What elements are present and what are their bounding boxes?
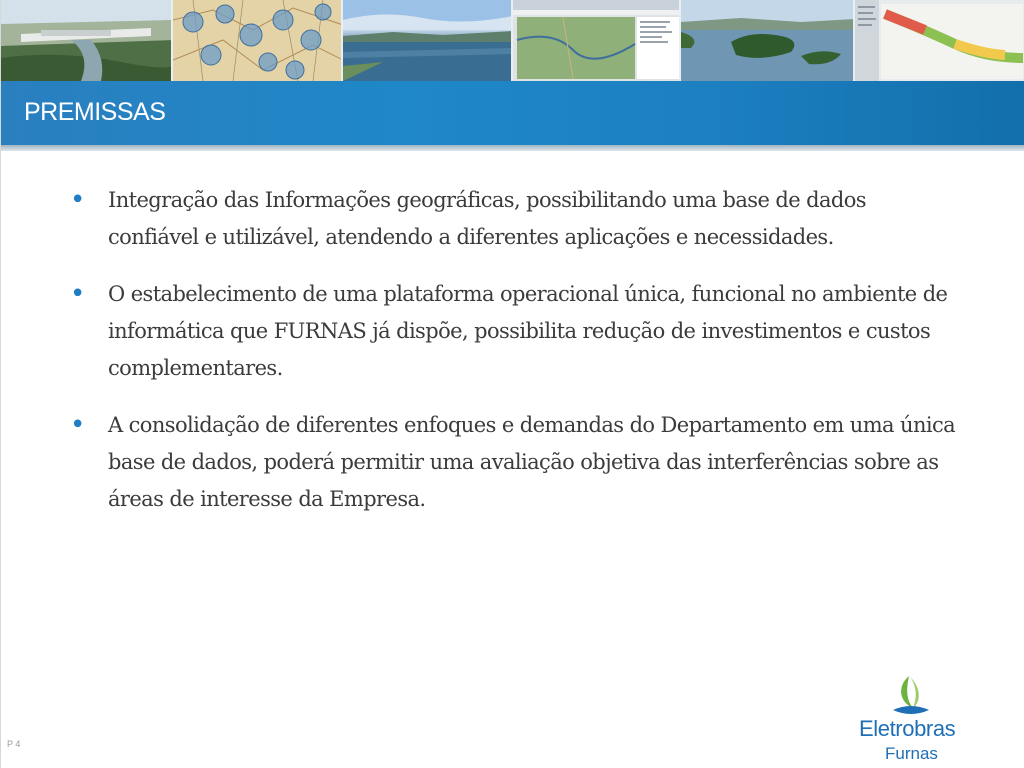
header-photo-strip: [1, 0, 1024, 81]
bullet-text: A consolidação de diferentes enfoques e demandas do Departamento em uma única base de dados, poderá permitir uma avaliação objetiva das interferências sobre as áreas de interesse da Empresa.: [108, 413, 956, 511]
eletrobras-logo: [851, 674, 981, 768]
map-circles-photo: [173, 0, 343, 81]
bullet-icon: •: [70, 410, 85, 440]
gis-line-map-photo: [855, 0, 1024, 81]
bullet-item: [69, 276, 959, 387]
page-title: PREMISSAS: [24, 98, 166, 126]
gis-screenshot-photo: [513, 0, 681, 81]
dam-photo: [1, 0, 173, 81]
bullet-text: Integração das Informações geográficas, possibilitando uma base de dados confiável e utilizável, atendendo a diferentes aplicações e necessidades.: [108, 188, 866, 249]
bullet-list: [69, 182, 959, 538]
bullet-text: O estabelecimento de uma plataforma operacional única, funcional no ambiente de informática que FURNAS já dispõe, possibilita redução de investimentos e custos complementares.: [108, 282, 948, 380]
bullet-item: [69, 182, 959, 256]
page-number: P 4: [7, 739, 21, 749]
logo-name: Eletrobras: [859, 716, 956, 741]
lake-photo: [343, 0, 513, 81]
bullet-icon: •: [70, 185, 85, 215]
logo-subsidiary: Furnas: [885, 744, 938, 763]
title-bar: [1, 81, 1024, 145]
leaf-logo-icon: [891, 674, 931, 721]
bullet-item: [69, 407, 959, 518]
bullet-icon: •: [70, 279, 85, 309]
islands-photo: [681, 0, 855, 81]
